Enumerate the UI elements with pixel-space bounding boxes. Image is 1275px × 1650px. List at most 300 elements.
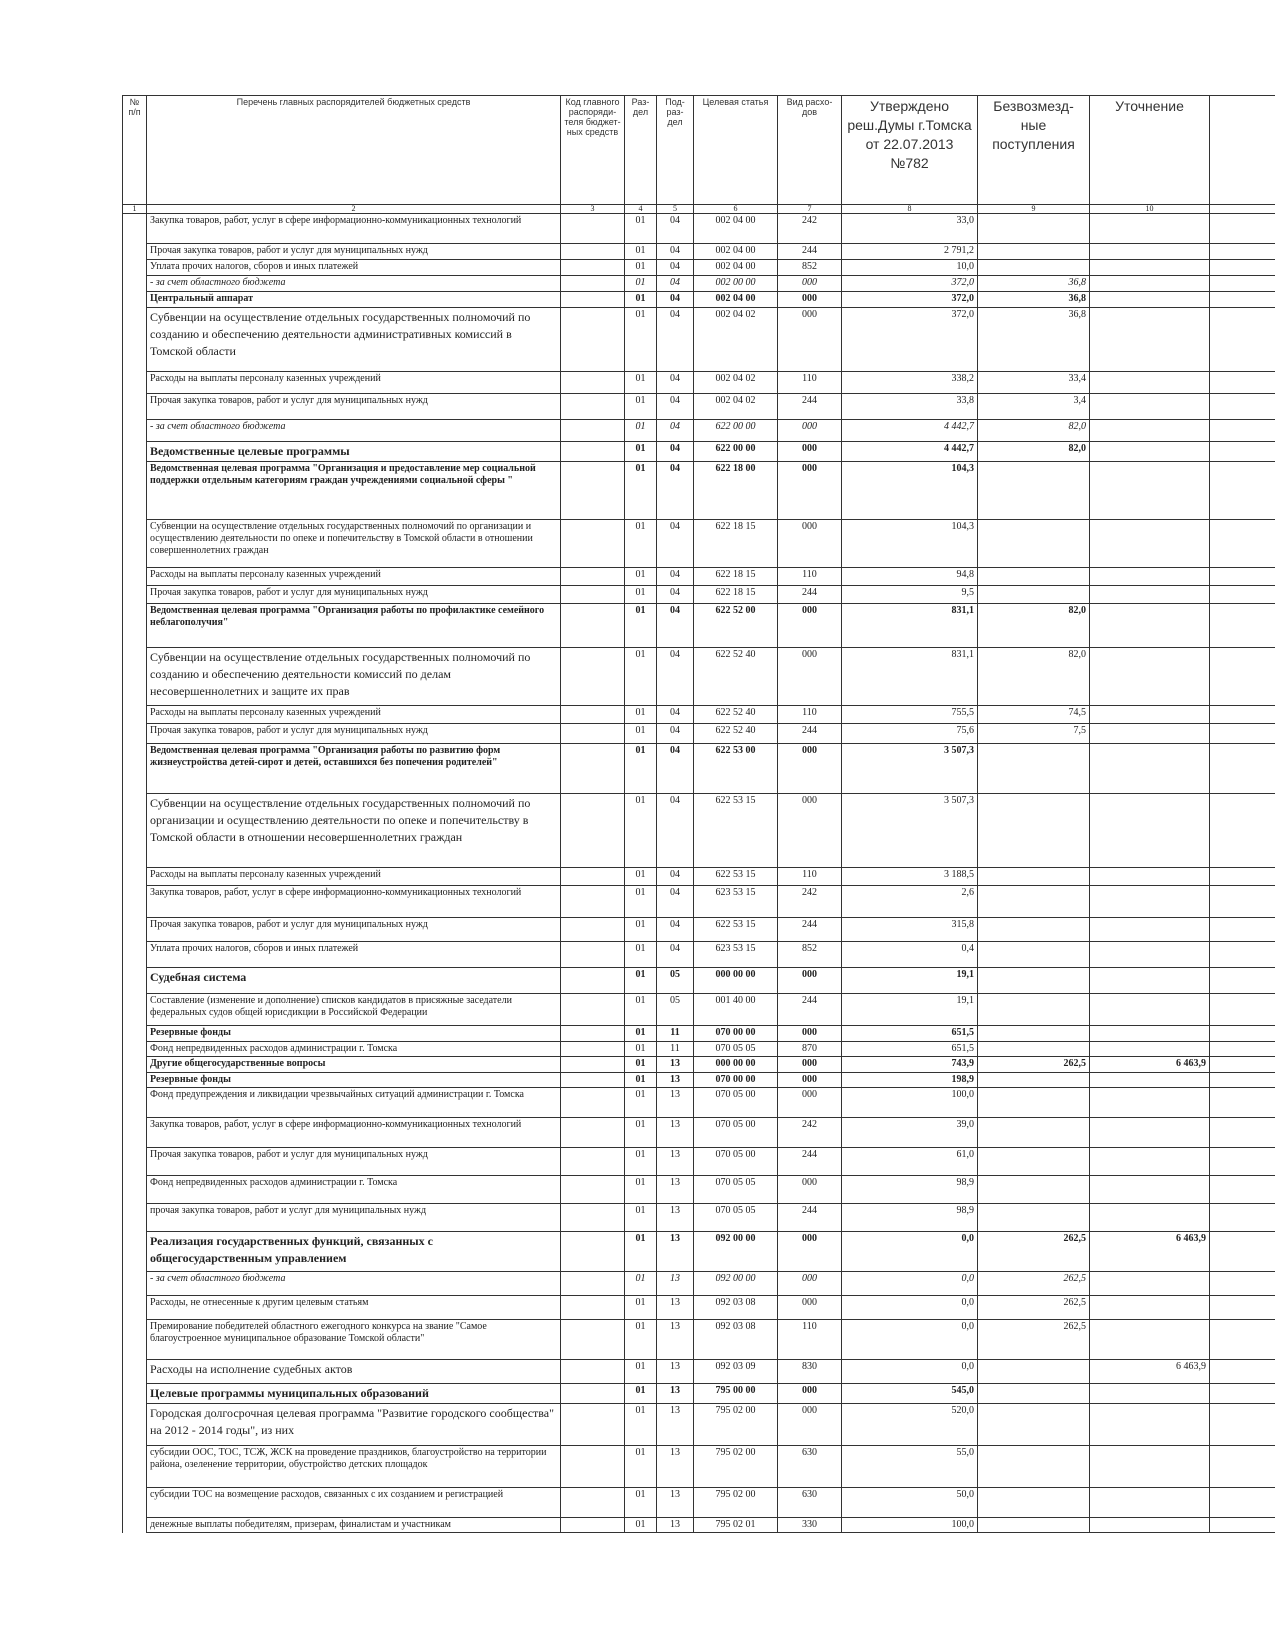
extra-cell [1210, 308, 1275, 372]
extra-cell [1210, 462, 1275, 520]
free-cell [978, 244, 1090, 260]
section-cell: 01 [625, 420, 657, 442]
target-cell: 000 00 00 [694, 1057, 778, 1073]
num-cell [123, 276, 147, 292]
col-number: 6 [694, 205, 778, 214]
num-cell [123, 1088, 147, 1118]
code-cell [561, 942, 625, 968]
expense-type-cell: 000 [778, 1384, 842, 1404]
table-row [123, 586, 1275, 604]
subsection-cell: 04 [657, 794, 694, 868]
section-cell: 01 [625, 214, 657, 244]
target-cell: 092 03 08 [694, 1320, 778, 1360]
free-cell: 36,8 [978, 276, 1090, 292]
item-name: субсидии ТОС на возмещение расходов, связанных с их созданием и регистрацией [147, 1488, 561, 1518]
expense-type-cell: 110 [778, 568, 842, 586]
target-cell: 622 52 40 [694, 724, 778, 744]
target-cell: 002 04 02 [694, 394, 778, 420]
extra-cell [1210, 1232, 1275, 1272]
expense-type-cell: 110 [778, 706, 842, 724]
subsection-cell: 04 [657, 308, 694, 372]
code-cell [561, 968, 625, 994]
expense-type-cell: 000 [778, 1057, 842, 1073]
approved-cell: 33,0 [842, 214, 978, 244]
num-cell [123, 968, 147, 994]
item-name: Ведомственная целевая программа "Организация работы по профилактике семейного неблагополучия" [147, 604, 561, 648]
approved-cell: 104,3 [842, 462, 978, 520]
extra-cell [1210, 520, 1275, 568]
target-cell: 622 52 40 [694, 648, 778, 706]
free-cell [978, 1360, 1090, 1384]
num-cell [123, 868, 147, 886]
num-cell [123, 1272, 147, 1296]
free-cell: 82,0 [978, 420, 1090, 442]
table-row [123, 520, 1275, 568]
free-cell [978, 918, 1090, 942]
item-name: Субвенции на осуществление отдельных государственных полномочий по созданию и обеспечению деятельности комиссий по делам несовершеннолетних и защите их прав [147, 648, 561, 706]
expense-type-cell: 244 [778, 394, 842, 420]
approved-cell: 100,0 [842, 1088, 978, 1118]
header-section: Раз-дел [625, 96, 657, 205]
num-cell [123, 1488, 147, 1518]
table-row [123, 462, 1275, 520]
section-cell: 01 [625, 442, 657, 462]
header-subsection: Под-раз-дел [657, 96, 694, 205]
header-list: Перечень главных распорядителей бюджетных средств [147, 96, 561, 205]
expense-type-cell: 000 [778, 1404, 842, 1446]
section-cell: 01 [625, 968, 657, 994]
refined-cell [1090, 1148, 1210, 1176]
table-row [123, 1488, 1275, 1518]
free-cell [978, 994, 1090, 1026]
refined-cell [1090, 276, 1210, 292]
expense-type-cell: 244 [778, 244, 842, 260]
header-target: Целевая статья [694, 96, 778, 205]
item-name: Прочая закупка товаров, работ и услуг для муниципальных нужд [147, 918, 561, 942]
code-cell [561, 1296, 625, 1320]
extra-cell [1210, 994, 1275, 1026]
code-cell [561, 442, 625, 462]
code-cell [561, 1042, 625, 1057]
target-cell: 622 52 00 [694, 604, 778, 648]
free-cell [978, 942, 1090, 968]
approved-cell: 372,0 [842, 292, 978, 308]
refined-cell [1090, 1176, 1210, 1204]
extra-cell [1210, 968, 1275, 994]
table-row [123, 724, 1275, 744]
item-name: Целевые программы муниципальных образований [147, 1384, 561, 1404]
expense-type-cell: 244 [778, 1148, 842, 1176]
code-cell [561, 1272, 625, 1296]
extra-cell [1210, 276, 1275, 292]
target-cell: 002 04 02 [694, 372, 778, 394]
approved-cell: 3 507,3 [842, 744, 978, 794]
section-cell: 01 [625, 794, 657, 868]
free-cell [978, 462, 1090, 520]
section-cell: 01 [625, 276, 657, 292]
section-cell: 01 [625, 648, 657, 706]
approved-cell: 98,9 [842, 1176, 978, 1204]
free-cell [978, 1518, 1090, 1533]
table-row [123, 292, 1275, 308]
item-name: Расходы, не отнесенные к другим целевым статьям [147, 1296, 561, 1320]
item-name: Расходы на выплаты персоналу казенных учреждений [147, 706, 561, 724]
free-cell: 262,5 [978, 1296, 1090, 1320]
section-cell: 01 [625, 1042, 657, 1057]
item-name: Расходы на выплаты персоналу казенных учреждений [147, 568, 561, 586]
item-name: Прочая закупка товаров, работ и услуг для муниципальных нужд [147, 724, 561, 744]
expense-type-cell: 000 [778, 442, 842, 462]
table-row [123, 604, 1275, 648]
subsection-cell: 04 [657, 244, 694, 260]
code-cell [561, 1148, 625, 1176]
table-row [123, 994, 1275, 1026]
refined-cell [1090, 1404, 1210, 1446]
subsection-cell: 13 [657, 1176, 694, 1204]
approved-cell: 4 442,7 [842, 420, 978, 442]
subsection-cell: 13 [657, 1088, 694, 1118]
code-cell [561, 1026, 625, 1042]
item-name: Ведомственная целевая программа "Организация работы по развитию форм жизнеустройства детей-сирот и детей, оставшихся без попечения родителей" [147, 744, 561, 794]
refined-cell [1090, 568, 1210, 586]
expense-type-cell: 244 [778, 586, 842, 604]
num-cell [123, 420, 147, 442]
free-cell: 262,5 [978, 1232, 1090, 1272]
target-cell: 070 05 00 [694, 1118, 778, 1148]
section-cell: 01 [625, 1026, 657, 1042]
num-cell [123, 918, 147, 942]
col-number: 8 [842, 205, 978, 214]
section-cell: 01 [625, 1204, 657, 1232]
item-name: Расходы на выплаты персоналу казенных учреждений [147, 868, 561, 886]
target-cell: 070 05 05 [694, 1042, 778, 1057]
free-cell [978, 586, 1090, 604]
refined-cell [1090, 420, 1210, 442]
num-cell [123, 568, 147, 586]
section-cell: 01 [625, 994, 657, 1026]
table-row [123, 1026, 1275, 1042]
header-approved: Утверждено реш.Думы г.Томска от 22.07.2013 №782 [842, 96, 978, 205]
expense-type-cell: 000 [778, 276, 842, 292]
extra-cell [1210, 260, 1275, 276]
num-cell [123, 1404, 147, 1446]
refined-cell [1090, 942, 1210, 968]
target-cell: 622 53 15 [694, 868, 778, 886]
subsection-cell: 04 [657, 648, 694, 706]
refined-cell [1090, 292, 1210, 308]
code-cell [561, 1404, 625, 1446]
table-row [123, 968, 1275, 994]
table-row [123, 244, 1275, 260]
extra-cell [1210, 1118, 1275, 1148]
code-cell [561, 1360, 625, 1384]
header-extra [1210, 96, 1275, 205]
refined-cell [1090, 520, 1210, 568]
code-cell [561, 1088, 625, 1118]
approved-cell: 0,0 [842, 1296, 978, 1320]
refined-cell [1090, 1204, 1210, 1232]
item-name: Прочая закупка товаров, работ и услуг для муниципальных нужд [147, 586, 561, 604]
section-cell: 01 [625, 244, 657, 260]
num-cell [123, 1384, 147, 1404]
item-name: Реализация государственных функций, связанных с общегосударственным управлением [147, 1232, 561, 1272]
table-row [123, 648, 1275, 706]
expense-type-cell: 630 [778, 1488, 842, 1518]
approved-cell: 338,2 [842, 372, 978, 394]
approved-cell: 61,0 [842, 1148, 978, 1176]
num-cell [123, 260, 147, 276]
refined-cell: 6 463,9 [1090, 1360, 1210, 1384]
refined-cell [1090, 442, 1210, 462]
subsection-cell: 04 [657, 276, 694, 292]
code-cell [561, 1118, 625, 1148]
section-cell: 01 [625, 942, 657, 968]
num-cell [123, 794, 147, 868]
code-cell [561, 744, 625, 794]
expense-type-cell: 000 [778, 1272, 842, 1296]
num-cell [123, 942, 147, 968]
refined-cell [1090, 1488, 1210, 1518]
approved-cell: 755,5 [842, 706, 978, 724]
table-row [123, 744, 1275, 794]
refined-cell [1090, 604, 1210, 648]
table-row [123, 1042, 1275, 1057]
header-num: № п/п [123, 96, 147, 205]
header-free: Безвозмезд-ные поступления [978, 96, 1090, 205]
num-cell [123, 586, 147, 604]
free-cell: 262,5 [978, 1272, 1090, 1296]
table-row [123, 886, 1275, 918]
item-name: Закупка товаров, работ, услуг в сфере информационно-коммуникационных технологий [147, 886, 561, 918]
extra-cell [1210, 1360, 1275, 1384]
table-row [123, 706, 1275, 724]
approved-cell: 9,5 [842, 586, 978, 604]
expense-type-cell: 244 [778, 1204, 842, 1232]
extra-cell [1210, 372, 1275, 394]
subsection-cell: 04 [657, 394, 694, 420]
code-cell [561, 292, 625, 308]
section-cell: 01 [625, 1518, 657, 1533]
approved-cell: 33,8 [842, 394, 978, 420]
subsection-cell: 13 [657, 1404, 694, 1446]
target-cell: 622 18 15 [694, 586, 778, 604]
free-cell [978, 1042, 1090, 1057]
num-cell [123, 308, 147, 372]
expense-type-cell: 000 [778, 520, 842, 568]
subsection-cell: 04 [657, 442, 694, 462]
free-cell: 36,8 [978, 308, 1090, 372]
free-cell: 82,0 [978, 648, 1090, 706]
expense-type-cell: 242 [778, 1118, 842, 1148]
item-name: Фонд непредвиденных расходов администрации г. Томска [147, 1042, 561, 1057]
table-row [123, 794, 1275, 868]
subsection-cell: 04 [657, 886, 694, 918]
target-cell: 070 05 00 [694, 1148, 778, 1176]
target-cell: 623 53 15 [694, 886, 778, 918]
num-cell [123, 1026, 147, 1042]
item-name: прочая закупка товаров, работ и услуг для муниципальных нужд [147, 1204, 561, 1232]
item-name: Расходы на исполнение судебных актов [147, 1360, 561, 1384]
extra-cell [1210, 1073, 1275, 1088]
table-row [123, 1384, 1275, 1404]
free-cell [978, 1118, 1090, 1148]
subsection-cell: 04 [657, 724, 694, 744]
num-cell [123, 1148, 147, 1176]
target-cell: 002 04 02 [694, 308, 778, 372]
extra-cell [1210, 420, 1275, 442]
section-cell: 01 [625, 1073, 657, 1088]
item-name: Прочая закупка товаров, работ и услуг для муниципальных нужд [147, 1148, 561, 1176]
approved-cell: 98,9 [842, 1204, 978, 1232]
section-cell: 01 [625, 1057, 657, 1073]
free-cell: 82,0 [978, 442, 1090, 462]
subsection-cell: 13 [657, 1384, 694, 1404]
num-cell [123, 1073, 147, 1088]
num-cell [123, 744, 147, 794]
expense-type-cell: 000 [778, 292, 842, 308]
item-name: - за счет областного бюджета [147, 420, 561, 442]
table-row [123, 276, 1275, 292]
free-cell [978, 1073, 1090, 1088]
subsection-cell: 05 [657, 994, 694, 1026]
section-cell: 01 [625, 744, 657, 794]
subsection-cell: 04 [657, 260, 694, 276]
extra-cell [1210, 886, 1275, 918]
section-cell: 01 [625, 520, 657, 568]
subsection-cell: 04 [657, 214, 694, 244]
target-cell: 622 53 15 [694, 794, 778, 868]
code-cell [561, 1320, 625, 1360]
num-cell [123, 520, 147, 568]
target-cell: 092 00 00 [694, 1232, 778, 1272]
free-cell: 262,5 [978, 1320, 1090, 1360]
item-name: Уплата прочих налогов, сборов и иных платежей [147, 260, 561, 276]
table-row [123, 942, 1275, 968]
subsection-cell: 13 [657, 1148, 694, 1176]
col-number: 10 [1090, 205, 1210, 214]
expense-type-cell: 110 [778, 868, 842, 886]
expense-type-cell: 000 [778, 604, 842, 648]
expense-type-cell: 242 [778, 214, 842, 244]
section-cell: 01 [625, 1296, 657, 1320]
item-name: Прочая закупка товаров, работ и услуг для муниципальных нужд [147, 244, 561, 260]
code-cell [561, 520, 625, 568]
refined-cell [1090, 794, 1210, 868]
extra-cell [1210, 214, 1275, 244]
approved-cell: 4 442,7 [842, 442, 978, 462]
code-cell [561, 214, 625, 244]
subsection-cell: 04 [657, 744, 694, 794]
expense-type-cell: 000 [778, 420, 842, 442]
subsection-cell: 13 [657, 1118, 694, 1148]
extra-cell [1210, 794, 1275, 868]
header-refined: Уточнение [1090, 96, 1210, 205]
target-cell: 795 02 01 [694, 1518, 778, 1533]
approved-cell: 0,4 [842, 942, 978, 968]
expense-type-cell: 000 [778, 744, 842, 794]
free-cell [978, 214, 1090, 244]
num-cell [123, 1176, 147, 1204]
target-cell: 795 02 00 [694, 1404, 778, 1446]
subsection-cell: 13 [657, 1446, 694, 1488]
item-name: Закупка товаров, работ, услуг в сфере информационно-коммуникационных технологий [147, 214, 561, 244]
approved-cell: 2,6 [842, 886, 978, 918]
code-cell [561, 420, 625, 442]
approved-cell: 50,0 [842, 1488, 978, 1518]
subsection-cell: 04 [657, 942, 694, 968]
expense-type-cell: 000 [778, 648, 842, 706]
expense-type-cell: 000 [778, 1232, 842, 1272]
section-cell: 01 [625, 568, 657, 586]
item-name: Судебная система [147, 968, 561, 994]
section-cell: 01 [625, 1118, 657, 1148]
free-cell: 3,4 [978, 394, 1090, 420]
table-row [123, 1073, 1275, 1088]
num-cell [123, 648, 147, 706]
code-cell [561, 308, 625, 372]
num-cell [123, 706, 147, 724]
refined-cell [1090, 260, 1210, 276]
target-cell: 001 40 00 [694, 994, 778, 1026]
expense-type-cell: 852 [778, 260, 842, 276]
item-name: Субвенции на осуществление отдельных государственных полномочий по организации и осуществлению деятельности по опеке и попечительству в Томской области в отношении несовершеннолетних граждан [147, 794, 561, 868]
target-cell: 622 00 00 [694, 442, 778, 462]
subsection-cell: 13 [657, 1488, 694, 1518]
extra-cell [1210, 568, 1275, 586]
code-cell [561, 1176, 625, 1204]
table-row [123, 394, 1275, 420]
extra-cell [1210, 868, 1275, 886]
table-row [123, 1296, 1275, 1320]
extra-cell [1210, 1320, 1275, 1360]
code-cell [561, 568, 625, 586]
subsection-cell: 04 [657, 292, 694, 308]
item-name: Ведомственная целевая программа "Организация и предоставление мер социальной поддержки отдельным категориям граждан учреждениями социальной сферы " [147, 462, 561, 520]
free-cell [978, 260, 1090, 276]
code-cell [561, 1518, 625, 1533]
item-name: Прочая закупка товаров, работ и услуг для муниципальных нужд [147, 394, 561, 420]
target-cell: 002 00 00 [694, 276, 778, 292]
free-cell [978, 1404, 1090, 1446]
item-name: Субвенции на осуществление отдельных государственных полномочий по созданию и обеспечению деятельности административных комиссий в Томской области [147, 308, 561, 372]
extra-cell [1210, 724, 1275, 744]
subsection-cell: 13 [657, 1296, 694, 1320]
extra-cell [1210, 942, 1275, 968]
free-cell [978, 568, 1090, 586]
free-cell [978, 868, 1090, 886]
free-cell [978, 1384, 1090, 1404]
approved-cell: 2 791,2 [842, 244, 978, 260]
table-row [123, 214, 1275, 244]
target-cell: 622 53 00 [694, 744, 778, 794]
refined-cell [1090, 372, 1210, 394]
col-number: 2 [147, 205, 561, 214]
num-cell [123, 442, 147, 462]
table-row [123, 1518, 1275, 1533]
approved-cell: 0,0 [842, 1232, 978, 1272]
table-row [123, 308, 1275, 372]
approved-cell: 831,1 [842, 648, 978, 706]
table-body [123, 214, 1275, 1533]
num-cell [123, 292, 147, 308]
section-cell: 01 [625, 1176, 657, 1204]
extra-cell [1210, 586, 1275, 604]
section-cell: 01 [625, 1272, 657, 1296]
table-row [123, 1204, 1275, 1232]
section-cell: 01 [625, 394, 657, 420]
col-number: 4 [625, 205, 657, 214]
table-row [123, 260, 1275, 276]
